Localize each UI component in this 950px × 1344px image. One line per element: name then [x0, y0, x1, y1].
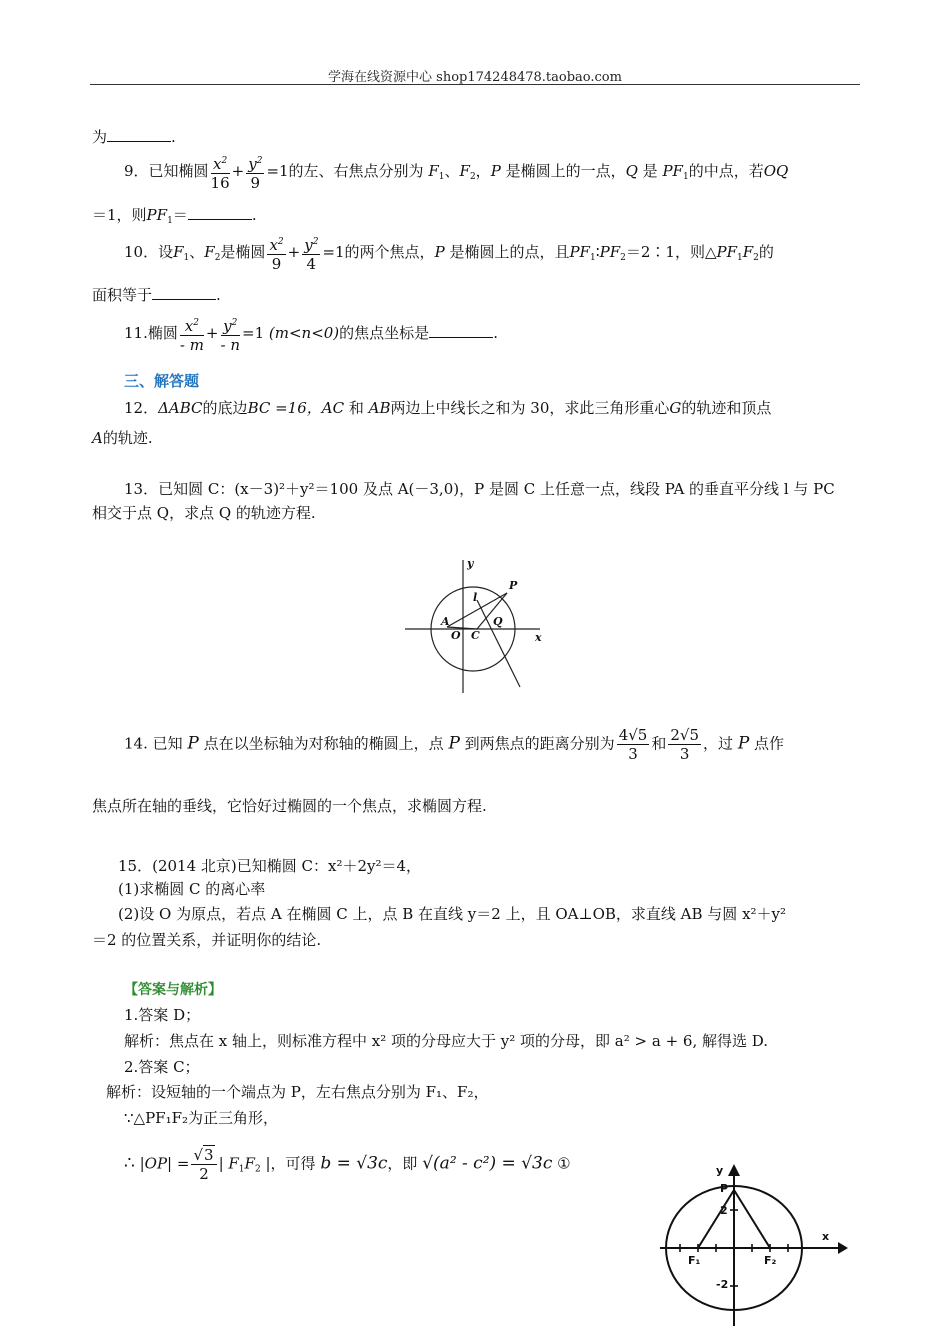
question-13: 13．已知圆 C：(x－3)²＋y²＝100 及点 A(－3,0)，P 是圆 C 上任意一点，线段 PA 的垂直平分线 l 与 PC: [124, 480, 835, 498]
question-14-line2: 焦点所在轴的垂线，它恰好过椭圆的一个焦点，求椭圆方程.: [92, 797, 487, 815]
question-12-line2: A的轨迹.: [92, 429, 153, 447]
svg-text:O: O: [451, 629, 461, 642]
question-14: 14. 已知 P 点在以坐标轴为对称轴的椭圆上，点 P 到两焦点的距离分别为 $\frac{4√5}{3}$ 和 $\frac{2√5}{3}$ ，过 P 点作: [124, 726, 785, 763]
svg-text:y: y: [716, 1164, 724, 1177]
svg-text:Q: Q: [493, 615, 503, 628]
svg-text:y: y: [467, 557, 474, 570]
question-10-line2: 面积等于 .: [92, 286, 221, 304]
question-9-line2: ＝1，则$PF_1=$ .: [92, 206, 257, 226]
svg-text:F₂: F₂: [764, 1254, 777, 1267]
svg-text:F₁: F₁: [688, 1254, 701, 1267]
question-10: 10．设$F_1$、$F_2$是椭圆 $\frac{x^2}{9}$ + $\frac{y^2}{4}$ =1的两个焦点，P 是椭圆上的点，且$PF_1∶PF_2=2∶1$，则$\triangle PF_1F_2$的: [124, 233, 774, 273]
svg-text:x: x: [535, 631, 542, 644]
header-rule: [90, 84, 860, 85]
answer-1: 1.答案 D；: [124, 1006, 201, 1024]
answer-2-explanation-1: 解析：设短轴的一个端点为 P，左右焦点分别为 F₁、F₂，: [106, 1083, 489, 1101]
svg-text:l: l: [473, 591, 478, 604]
answers-heading: 【答案与解析】: [124, 982, 222, 998]
svg-text:C: C: [471, 629, 480, 642]
question-13-line2: 相交于点 Q，求点 Q 的轨迹方程.: [92, 504, 316, 522]
page-header: 学海在线资源中心 shop174248478.taobao.com: [328, 70, 622, 85]
svg-text:2: 2: [720, 1204, 728, 1217]
question-9: 9．已知椭圆 $\frac{x^2}{16}$ + $\frac{y^2}{9}$ =1的左、右焦点分别为 $F_1$、$F_2$，P 是椭圆上的一点，Q 是 $PF_1$的中点，若OQ: [124, 152, 788, 192]
svg-text:x: x: [822, 1230, 830, 1243]
ellipse-figure: [658, 1160, 854, 1332]
question-12: 12．ΔABC的底边BC =16，AC 和 AB两边上中线长之和为 30，求此三角形重心G的轨迹和顶点: [124, 399, 772, 417]
answer-2: 2.答案 C；: [124, 1058, 200, 1076]
section-heading-answers: 三、解答题: [124, 372, 200, 390]
svg-text:A: A: [441, 615, 450, 628]
question-15: 15．(2014 北京)已知椭圆 C：x²＋2y²＝4，: [118, 857, 422, 875]
answer-1-explanation: 解析：焦点在 x 轴上，则标准方程中 x² 项的分母应大于 y² 项的分母，即 a² > a + 6, 解得选 D.: [124, 1032, 769, 1050]
question-11: 11.椭圆 $\frac{x^2}{- m}$ + $\frac{y^2}{- n}$ =1 (m<n<0)的焦点坐标是 .: [124, 314, 498, 354]
svg-text:-2: -2: [716, 1278, 729, 1291]
answer-2-formula: ∴ |OP| = $\frac{√3}{2}$ | $F_1F_2$ |，可得 b = √3c，即 √(a² - c²) = √3c ①: [124, 1146, 571, 1183]
q8-tail: 为 .: [92, 128, 176, 146]
question-15-part2-line2: ＝2 的位置关系，并证明你的结论.: [92, 931, 322, 949]
answer-2-explanation-2: ∵△PF₁F₂为正三角形，: [124, 1109, 279, 1127]
question-15-part2: (2)设 O 为原点，若点 A 在椭圆 C 上，点 B 在直线 y＝2 上，且 OA⊥OB，求直线 AB 与圆 x²＋y²: [118, 905, 787, 923]
svg-text:P: P: [509, 579, 518, 592]
circle-figure: [405, 555, 555, 695]
svg-text:P: P: [720, 1182, 729, 1195]
question-15-part1: (1)求椭圆 C 的离心率: [118, 880, 266, 898]
